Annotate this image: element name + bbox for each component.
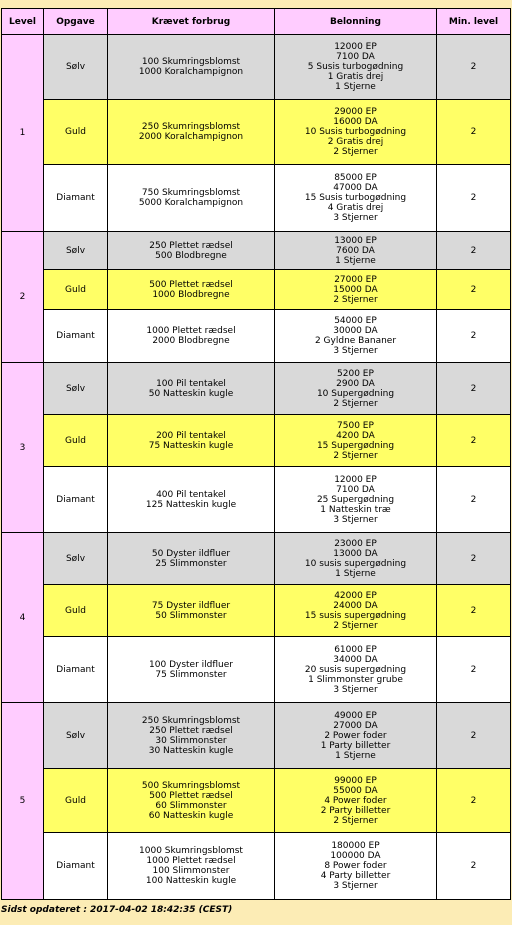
min-level-cell: 2 xyxy=(437,467,511,533)
min-level-cell: 2 xyxy=(437,232,511,270)
forbrug-line: 250 Skumringsblomst xyxy=(141,715,241,726)
belonning-line: 4200 DA xyxy=(336,430,375,441)
forbrug-cell xyxy=(108,310,275,363)
forbrug-line: 500 Blodbregne xyxy=(155,250,227,261)
forbrug-line: 2000 Koralchampignon xyxy=(138,132,244,142)
table-row xyxy=(2,585,511,637)
header-level: Level xyxy=(2,9,44,35)
belonning-line: 7600 DA xyxy=(336,245,375,256)
belonning-line: 16000 DA xyxy=(333,117,378,127)
belonning-line: 10 Supergødning xyxy=(316,388,395,399)
opgave-cell: Guld xyxy=(44,769,108,833)
forbrug-line: 50 Dyster ildfluer xyxy=(151,548,231,559)
opgave-cell: Diamant xyxy=(44,833,108,900)
belonning-cell xyxy=(275,637,437,703)
min-level-cell: 2 xyxy=(437,165,511,232)
forbrug-cell xyxy=(108,100,275,165)
level-cell: 2 xyxy=(2,232,44,363)
belonning-line: 23000 EP xyxy=(334,538,377,549)
forbrug-line: 500 Plettet rædsel xyxy=(149,279,233,290)
belonning-line: 2 Stjerner xyxy=(333,815,378,826)
belonning-line: 12000 EP xyxy=(334,42,377,52)
opgave-cell: Diamant xyxy=(44,310,108,363)
belonning-line: 2 Gratis drej xyxy=(327,137,384,147)
belonning-line: 3 Stjerner xyxy=(333,213,378,223)
table-body xyxy=(2,35,511,900)
forbrug-cell xyxy=(108,363,275,415)
min-level-cell: 2 xyxy=(437,363,511,415)
forbrug-line: 100 Dyster ildfluer xyxy=(149,659,233,670)
forbrug-line: 60 Slimmonster xyxy=(155,800,227,811)
belonning-line: 27000 EP xyxy=(334,274,377,285)
belonning-cell xyxy=(275,533,437,585)
belonning-cell xyxy=(275,100,437,165)
min-level-cell: 2 xyxy=(437,533,511,585)
belonning-line: 1 Stjerne xyxy=(335,82,376,92)
belonning-line: 7100 DA xyxy=(336,52,375,62)
belonning-line: 85000 EP xyxy=(334,173,377,183)
forbrug-line: 100 Natteskin kugle xyxy=(145,876,237,886)
min-level-cell: 2 xyxy=(437,833,511,900)
min-level-cell: 2 xyxy=(437,310,511,363)
belonning-cell xyxy=(275,467,437,533)
belonning-line: 5 Susis turbogødning xyxy=(307,62,404,72)
belonning-line: 2 Stjerner xyxy=(333,450,378,461)
forbrug-cell xyxy=(108,467,275,533)
forbrug-line: 750 Skumringsblomst xyxy=(141,188,241,198)
forbrug-cell xyxy=(108,270,275,310)
opgave-cell: Sølv xyxy=(44,363,108,415)
forbrug-line: 30 Slimmonster xyxy=(155,735,227,746)
table-row xyxy=(2,270,511,310)
belonning-line: 2900 DA xyxy=(336,378,375,389)
belonning-line: 15 Susis turbogødning xyxy=(304,193,407,203)
belonning-line: 4 Power foder xyxy=(324,795,387,806)
forbrug-line: 50 Slimmonster xyxy=(155,610,227,621)
forbrug-line: 200 Pil tentakel xyxy=(156,430,226,441)
header-row xyxy=(2,9,511,35)
belonning-line: 1 Gratis drej xyxy=(327,72,384,82)
belonning-line: 7100 DA xyxy=(336,484,375,495)
table-row xyxy=(2,769,511,833)
belonning-cell xyxy=(275,415,437,467)
belonning-line: 1 Stjerne xyxy=(335,750,376,761)
belonning-line: 1 Slimmonster grube xyxy=(308,674,403,685)
forbrug-line: 75 Dyster ildfluer xyxy=(151,600,231,611)
belonning-line: 2 Party billetter xyxy=(320,805,391,816)
belonning-line: 5200 EP xyxy=(337,368,374,379)
forbrug-line: 100 Pil tentakel xyxy=(156,378,226,389)
forbrug-cell xyxy=(108,232,275,270)
forbrug-line: 75 Natteskin kugle xyxy=(148,440,234,451)
forbrug-line: 25 Slimmonster xyxy=(155,558,227,569)
forbrug-line: 250 Plettet rædsel xyxy=(149,725,233,736)
belonning-line: 100000 DA xyxy=(330,851,381,861)
min-level-cell: 2 xyxy=(437,415,511,467)
table-row xyxy=(2,637,511,703)
header-forbrug: Krævet forbrug xyxy=(108,9,275,35)
forbrug-line: 75 Slimmonster xyxy=(155,669,227,680)
forbrug-line: 1000 Koralchampignon xyxy=(138,67,244,77)
belonning-cell xyxy=(275,833,437,900)
belonning-line: 1 Stjerne xyxy=(335,568,376,579)
forbrug-line: 30 Natteskin kugle xyxy=(148,745,234,756)
belonning-line: 54000 EP xyxy=(334,316,377,326)
table-row xyxy=(2,35,511,100)
belonning-line: 4 Gratis drej xyxy=(327,203,384,213)
belonning-line: 15000 DA xyxy=(333,284,378,295)
opgave-cell: Guld xyxy=(44,585,108,637)
belonning-line: 61000 EP xyxy=(334,644,377,655)
forbrug-cell xyxy=(108,35,275,100)
forbrug-line: 1000 Skumringsblomst xyxy=(139,846,243,856)
belonning-line: 49000 EP xyxy=(334,710,377,721)
forbrug-line: 125 Natteskin kugle xyxy=(145,499,237,510)
min-level-cell: 2 xyxy=(437,637,511,703)
belonning-line: 4 Party billetter xyxy=(320,871,391,881)
table-row xyxy=(2,833,511,900)
table-row xyxy=(2,232,511,270)
forbrug-cell xyxy=(108,533,275,585)
belonning-line: 2 Stjerner xyxy=(333,398,378,409)
opgave-cell: Sølv xyxy=(44,703,108,769)
forbrug-cell xyxy=(108,585,275,637)
belonning-line: 12000 EP xyxy=(334,474,377,485)
belonning-cell xyxy=(275,310,437,363)
level-cell: 1 xyxy=(2,35,44,232)
header-min-level: Min. level xyxy=(437,9,511,35)
opgave-cell: Diamant xyxy=(44,467,108,533)
belonning-cell xyxy=(275,270,437,310)
belonning-line: 3 Stjerner xyxy=(333,346,378,356)
header-opgave: Opgave xyxy=(44,9,108,35)
opgave-cell: Sølv xyxy=(44,533,108,585)
belonning-cell xyxy=(275,165,437,232)
belonning-line: 2 Stjerner xyxy=(333,620,378,631)
forbrug-line: 100 Skumringsblomst xyxy=(141,57,241,67)
belonning-line: 180000 EP xyxy=(331,841,380,851)
belonning-line: 3 Stjerner xyxy=(333,881,378,891)
belonning-cell xyxy=(275,585,437,637)
rewards-table xyxy=(1,8,511,900)
forbrug-cell xyxy=(108,415,275,467)
belonning-line: 99000 EP xyxy=(334,775,377,786)
belonning-line: 10 Susis turbogødning xyxy=(304,127,407,137)
belonning-cell xyxy=(275,35,437,100)
belonning-line: 15 susis supergødning xyxy=(304,610,407,621)
belonning-line: 13000 EP xyxy=(334,235,377,246)
forbrug-cell xyxy=(108,165,275,232)
opgave-cell: Sølv xyxy=(44,35,108,100)
min-level-cell: 2 xyxy=(437,585,511,637)
forbrug-line: 60 Natteskin kugle xyxy=(148,810,234,821)
forbrug-line: 1000 Blodbregne xyxy=(152,289,230,300)
forbrug-line: 250 Skumringsblomst xyxy=(141,122,241,132)
table-row xyxy=(2,415,511,467)
belonning-line: 15 Supergødning xyxy=(316,440,395,451)
belonning-cell xyxy=(275,363,437,415)
belonning-line: 1 Natteskin træ xyxy=(320,504,391,515)
belonning-line: 10 susis supergødning xyxy=(304,558,407,569)
level-cell: 4 xyxy=(2,533,44,703)
last-updated: Sidst opdateret : 2017-04-02 18:42:35 (CEST) xyxy=(1,905,233,915)
forbrug-line: 1000 Plettet rædsel xyxy=(146,856,236,866)
belonning-line: 13000 DA xyxy=(333,548,378,559)
forbrug-cell xyxy=(108,637,275,703)
belonning-line: 8 Power foder xyxy=(324,861,387,871)
belonning-line: 1 Party billetter xyxy=(320,740,391,751)
level-cell: 3 xyxy=(2,363,44,533)
level-cell: 5 xyxy=(2,703,44,900)
table-row xyxy=(2,703,511,769)
forbrug-line: 2000 Blodbregne xyxy=(152,336,230,346)
forbrug-cell xyxy=(108,769,275,833)
belonning-cell xyxy=(275,232,437,270)
forbrug-cell xyxy=(108,703,275,769)
opgave-cell: Guld xyxy=(44,100,108,165)
belonning-line: 42000 EP xyxy=(334,590,377,601)
forbrug-cell xyxy=(108,833,275,900)
min-level-cell: 2 xyxy=(437,100,511,165)
forbrug-line: 500 Plettet rædsel xyxy=(149,790,233,801)
table-row xyxy=(2,100,511,165)
opgave-cell: Sølv xyxy=(44,232,108,270)
forbrug-line: 400 Pil tentakel xyxy=(156,489,226,500)
forbrug-line: 100 Slimmonster xyxy=(152,866,230,876)
forbrug-line: 1000 Plettet rædsel xyxy=(146,326,236,336)
belonning-line: 29000 EP xyxy=(334,107,377,117)
forbrug-line: 50 Natteskin kugle xyxy=(148,388,234,399)
opgave-cell: Diamant xyxy=(44,637,108,703)
belonning-line: 2 Stjerner xyxy=(333,294,378,305)
belonning-line: 24000 DA xyxy=(333,600,378,611)
belonning-line: 1 Stjerne xyxy=(335,255,376,266)
belonning-line: 2 Power foder xyxy=(324,730,387,741)
table-row xyxy=(2,165,511,232)
forbrug-line: 500 Skumringsblomst xyxy=(141,780,241,791)
table-row xyxy=(2,467,511,533)
min-level-cell: 2 xyxy=(437,769,511,833)
table-row xyxy=(2,310,511,363)
forbrug-line: 5000 Koralchampignon xyxy=(138,198,244,208)
belonning-line: 30000 DA xyxy=(333,326,378,336)
belonning-line: 3 Stjerner xyxy=(333,684,378,695)
belonning-line: 25 Supergødning xyxy=(316,494,395,505)
min-level-cell: 2 xyxy=(437,35,511,100)
belonning-line: 3 Stjerner xyxy=(333,514,378,525)
table-row xyxy=(2,533,511,585)
belonning-line: 27000 DA xyxy=(333,720,378,731)
forbrug-line: 250 Plettet rædsel xyxy=(149,240,233,251)
belonning-line: 55000 DA xyxy=(333,785,378,796)
opgave-cell: Guld xyxy=(44,270,108,310)
belonning-cell xyxy=(275,769,437,833)
belonning-line: 20 susis supergødning xyxy=(304,664,407,675)
opgave-cell: Diamant xyxy=(44,165,108,232)
belonning-line: 34000 DA xyxy=(333,654,378,665)
belonning-line: 7500 EP xyxy=(337,420,374,431)
table-row xyxy=(2,363,511,415)
opgave-cell: Guld xyxy=(44,415,108,467)
header-belonning: Belonning xyxy=(275,9,437,35)
belonning-cell xyxy=(275,703,437,769)
belonning-line: 2 Gyldne Bananer xyxy=(314,336,397,346)
min-level-cell: 2 xyxy=(437,270,511,310)
belonning-line: 2 Stjerner xyxy=(333,147,378,157)
belonning-line: 47000 DA xyxy=(333,183,378,193)
min-level-cell: 2 xyxy=(437,703,511,769)
